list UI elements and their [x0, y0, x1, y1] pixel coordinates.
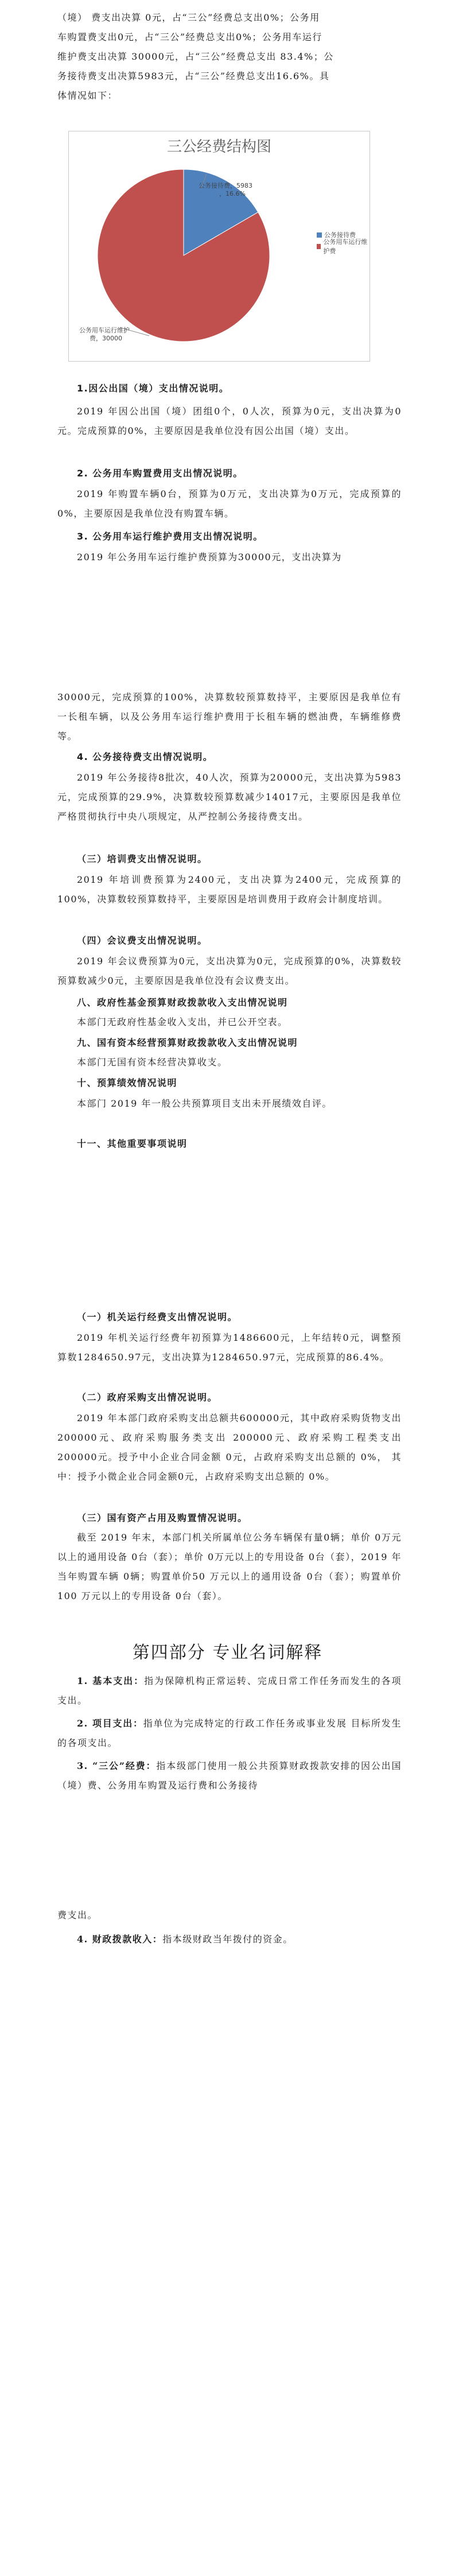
chart-title: 三公经费结构图 [166, 138, 271, 156]
term-2-name: 2. 项目支出： [77, 1718, 143, 1729]
legend-swatch-vehicle [317, 244, 321, 249]
s2-paragraph: 2019 年购置车辆0台，预算为0万元，支出决算为0万元，完成预算的0%，主要原因是我单位没有购置车辆。 [57, 488, 402, 519]
pie-chart [68, 131, 370, 362]
term-3 [57, 1756, 402, 1795]
intro-line-5: 体情况如下： [57, 90, 118, 101]
s4-title: 4. 公务接待费支出情况说明。 [77, 751, 213, 762]
s5-title: （三）培训费支出情况说明。 [77, 854, 208, 864]
s3-paragraph-part1: 2019 年公务用车运行维护费预算为30000元，支出决算为 [77, 552, 342, 562]
s5-paragraph: 2019 年培训费预算为2400元，支出决算为2400元，完成预算的100%，决算数较预算数持平，主要原因是培训费用于政府会计制度培训。 [57, 874, 402, 905]
s3-paragraph-part2: 30000元，完成预算的100%，决算数较预算数持平，主要原因是我单位有一长租车辆，以及公务用车运行维护费用于长租车辆的燃油费，车辆维修费等。 [57, 692, 402, 742]
s4-paragraph: 2019 年公务接待8批次，40人次，预算为20000元，支出决算为5983元，完成预算的29.9%，决算数较预算数减少14017元，主要原因是我单位严格贯彻执行中央八项规定，从严控制公务接待费支出。 [57, 772, 402, 822]
s8-title: 九、国有资本经营预算财政拨款收入支出情况说明 [77, 1037, 298, 1048]
data-label-reception: 公务接待费，5983 ，16.6% [199, 182, 252, 197]
s1-paragraph: 2019 年因公出国（境）团组0个，0人次，预算为0元，支出决算为0元。完成预算的0%，主要原因是我单位没有因公出国（境）支出。 [57, 406, 402, 436]
legend-item-reception: 公务接待费 [317, 229, 370, 240]
term-4-name: 4. 财政拨款收入： [77, 1934, 163, 1945]
term-3-name: 3. “三公”经费： [77, 1760, 157, 1771]
term-2-definition: 指单位为完成特定的行政工作任务或事业发展 目标所发生的各项支出。 [57, 1718, 402, 1748]
s11-title: （一）机关运行经费支出情况说明。 [77, 1312, 238, 1322]
term-2 [57, 1714, 402, 1753]
legend-swatch-reception [317, 232, 322, 238]
s9-title: 十、预算绩效情况说明 [77, 1077, 178, 1088]
intro-line-2: 车购置费支出0元，占“三公”经费总支出0%；公务用车运行 [57, 32, 322, 42]
intro-line-1: （境） 费支出决算 0元，占“三公”经费总支出0%；公务用 [57, 12, 320, 23]
s3-title: 3. 公务用车运行维护费用支出情况说明。 [77, 531, 263, 542]
s7-paragraph: 本部门无政府性基金收入支出，并已公开空表。 [77, 1017, 288, 1027]
s12-title: （二）政府采购支出情况说明。 [77, 1392, 218, 1403]
term-1-definition: 指为保障机构正常运转、完成日常工作任务而发生的各项支出。 [57, 1675, 402, 1706]
term-4 [57, 1930, 402, 1949]
part4-title: 第四部分 专业名词解释 [132, 1643, 323, 1663]
intro-line-3: 维护费支出决算 30000元，占“三公”经费总支出 83.4%；公 [57, 51, 334, 62]
term-3-continued: 费支出。 [57, 1910, 98, 1921]
s9-paragraph: 本部门 2019 年一般公共预算项目支出未开展绩效自评。 [77, 1098, 332, 1109]
chart-legend [317, 229, 370, 255]
s6-title: （四）会议费支出情况说明。 [77, 935, 208, 946]
s7-title: 八、政府性基金预算财政拨款收入支出情况说明 [77, 997, 288, 1008]
s10-title: 十一、其他重要事项说明 [77, 1138, 188, 1149]
term-1 [57, 1671, 402, 1710]
term-1-name: 1. 基本支出： [77, 1675, 145, 1686]
s6-paragraph: 2019 年会议费预算为0元，支出决算为0元，完成预算的0%，决算数较预算数减少0元，主要原因是我单位没有会议费支出。 [57, 956, 402, 986]
legend-item-vehicle: 公务用车运行维护费 [317, 240, 370, 252]
s1-title: 1.因公出国（境）支出情况说明。 [77, 383, 230, 394]
s12-paragraph: 2019 年本部门政府采购支出总额共600000元，其中政府采购货物支出 200000元、政府采购服务类支出 200000元、政府采购工程类支出200000元。授予中小企业合同金额 0元，占政府采购支出总额的 0%， 其中：授予小微企业合同金额0元，占政府采购支出总额的 0%。 [57, 1413, 402, 1482]
term-4-definition: 指本级财政当年拨付的资金。 [162, 1934, 293, 1945]
s11-paragraph: 2019 年机关运行经费年初预算为1486600元，上年结转0元，调整预算数1284650.97元，支出决算为1284650.97元，完成预算的86.4%。 [57, 1332, 402, 1363]
intro-line-4: 务接待费支出决算5983元，占“三公”经费总支出16.6%。具 [57, 71, 330, 82]
data-label-vehicle: 公务用车运行维护 费，30000 [79, 327, 130, 342]
s13-paragraph: 截至 2019 年末，本部门机关所属单位公务车辆保有量0辆；单价 0万元以上的通用设备 0台（套）；单价 0万元以上的专用设备 0台（套），2019 年当年购置车辆 0辆；购置单价50 万元以上的通用设备 0台（套）；购置单价 100 万元以上的专用设备 0台（套）。 [57, 1532, 402, 1601]
s2-title: 2. 公务用车购置费用支出情况说明。 [77, 468, 243, 479]
term-3-definition: 指本级部门使用一般公共预算财政拨款安排的因公出国（境）费、公务用车购置及运行费和公务接待 [57, 1760, 402, 1791]
s13-title: （三）国有资产占用及购置情况说明。 [77, 1512, 248, 1523]
s8-paragraph: 本部门无国有资本经营决算收支。 [77, 1057, 228, 1068]
